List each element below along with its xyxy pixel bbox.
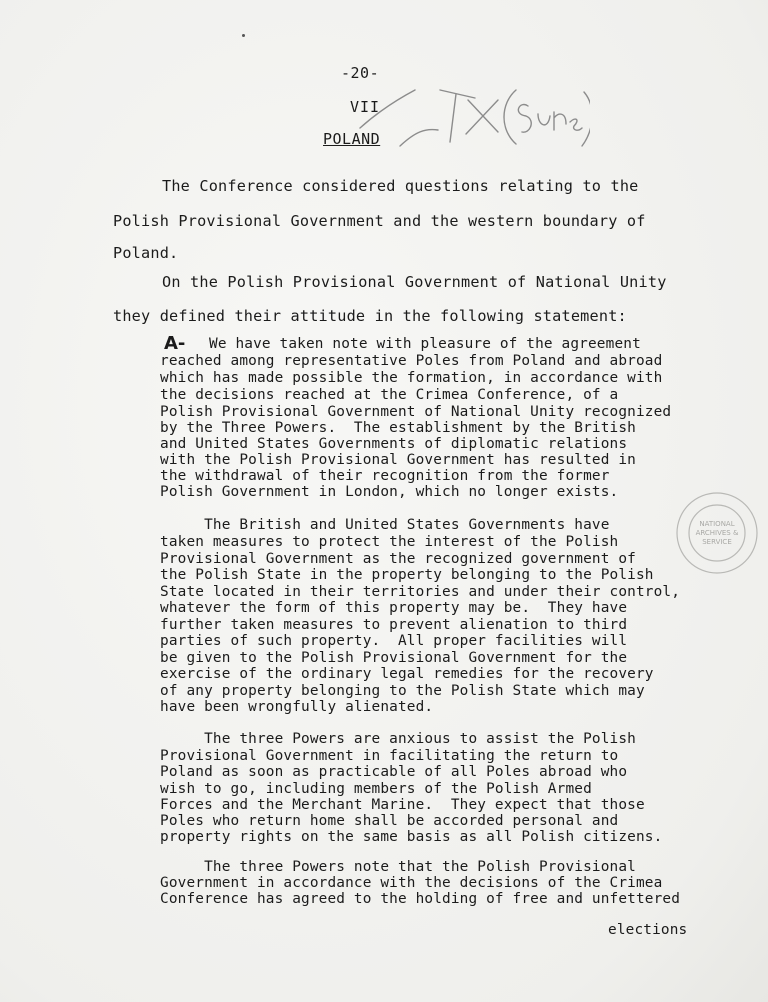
section-title: POLAND [323,130,381,148]
svg-text:ARCHIVES &: ARCHIVES & [695,529,739,537]
statement-line: with the Polish Provisional Government has resulted in [160,452,636,468]
statement-line: which has made possible the formation, in accordance with [160,370,663,386]
statement-line: We have taken note with pleasure of the agreement [209,336,641,352]
intro-line: The Conference considered questions relating to the [162,177,639,195]
statement-line: Polish Government in London, which no longer exists. [160,484,619,500]
statement-line: reached among representative Poles from Poland and abroad [160,353,663,369]
body-line: State located in their territories and under their control, [160,584,681,600]
intro-line: On the Polish Provisional Government of National Unity [162,273,667,291]
paper-speck [242,34,245,37]
statement-line: and United States Governments of diplomatic relations [160,436,628,452]
handwritten-annotation [340,70,590,160]
body-line: whatever the form of this property may be. They have [160,600,628,616]
body-line: of any property belonging to the Polish State which may [160,683,645,699]
statement-line: by the Three Powers. The establishment by the British [160,420,636,436]
svg-text:NATIONAL: NATIONAL [699,520,735,528]
svg-text:SERVICE: SERVICE [702,538,732,546]
catchword: elections [608,922,688,938]
statement-line: Polish Provisional Government of National Unity recognized [160,404,672,420]
body-line: exercise of the ordinary legal remedies for the recovery [160,666,654,682]
body-line: Conference has agreed to the holding of free and unfettered [160,891,681,907]
body-line: Provisional Government in facilitating the return to [160,748,619,764]
body-line: wish to go, including members of the Polish Armed [160,781,592,797]
body-line: property rights on the same basis as all Polish citizens. [160,829,663,845]
intro-line: they defined their attitude in the following statement: [113,307,627,325]
body-line: Poles who return home shall be accorded personal and [160,813,619,829]
body-line: have been wrongfully alienated. [160,699,434,715]
intro-line: Poland. [113,244,179,262]
page-number: -20- [341,64,380,82]
statement-line: the decisions reached at the Crimea Conference, of a [160,387,619,403]
body-line: be given to the Polish Provisional Government for the [160,650,628,666]
body-line: The three Powers note that the Polish Provisional [160,859,636,875]
body-line: the Polish State in the property belonging to the Polish [160,567,654,583]
body-line: Poland as soon as practicable of all Poles abroad who [160,764,628,780]
body-line: parties of such property. All proper facilities will [160,633,628,649]
body-line: Forces and the Merchant Marine. They expect that those [160,797,645,813]
body-line: Provisional Government as the recognized government of [160,551,636,567]
quote-marker: A- [164,333,186,354]
intro-line: Polish Provisional Government and the western boundary of [113,212,646,230]
archives-stamp [672,488,762,578]
statement-line: the withdrawal of their recognition from the former [160,468,610,484]
body-line: The British and United States Governments have [160,517,610,533]
body-line: further taken measures to prevent alienation to third [160,617,628,633]
section-numeral: VII [350,98,381,116]
body-line: The three Powers are anxious to assist the Polish [160,731,636,747]
body-line: Government in accordance with the decisions of the Crimea [160,875,663,891]
body-line: taken measures to protect the interest of the Polish [160,534,619,550]
